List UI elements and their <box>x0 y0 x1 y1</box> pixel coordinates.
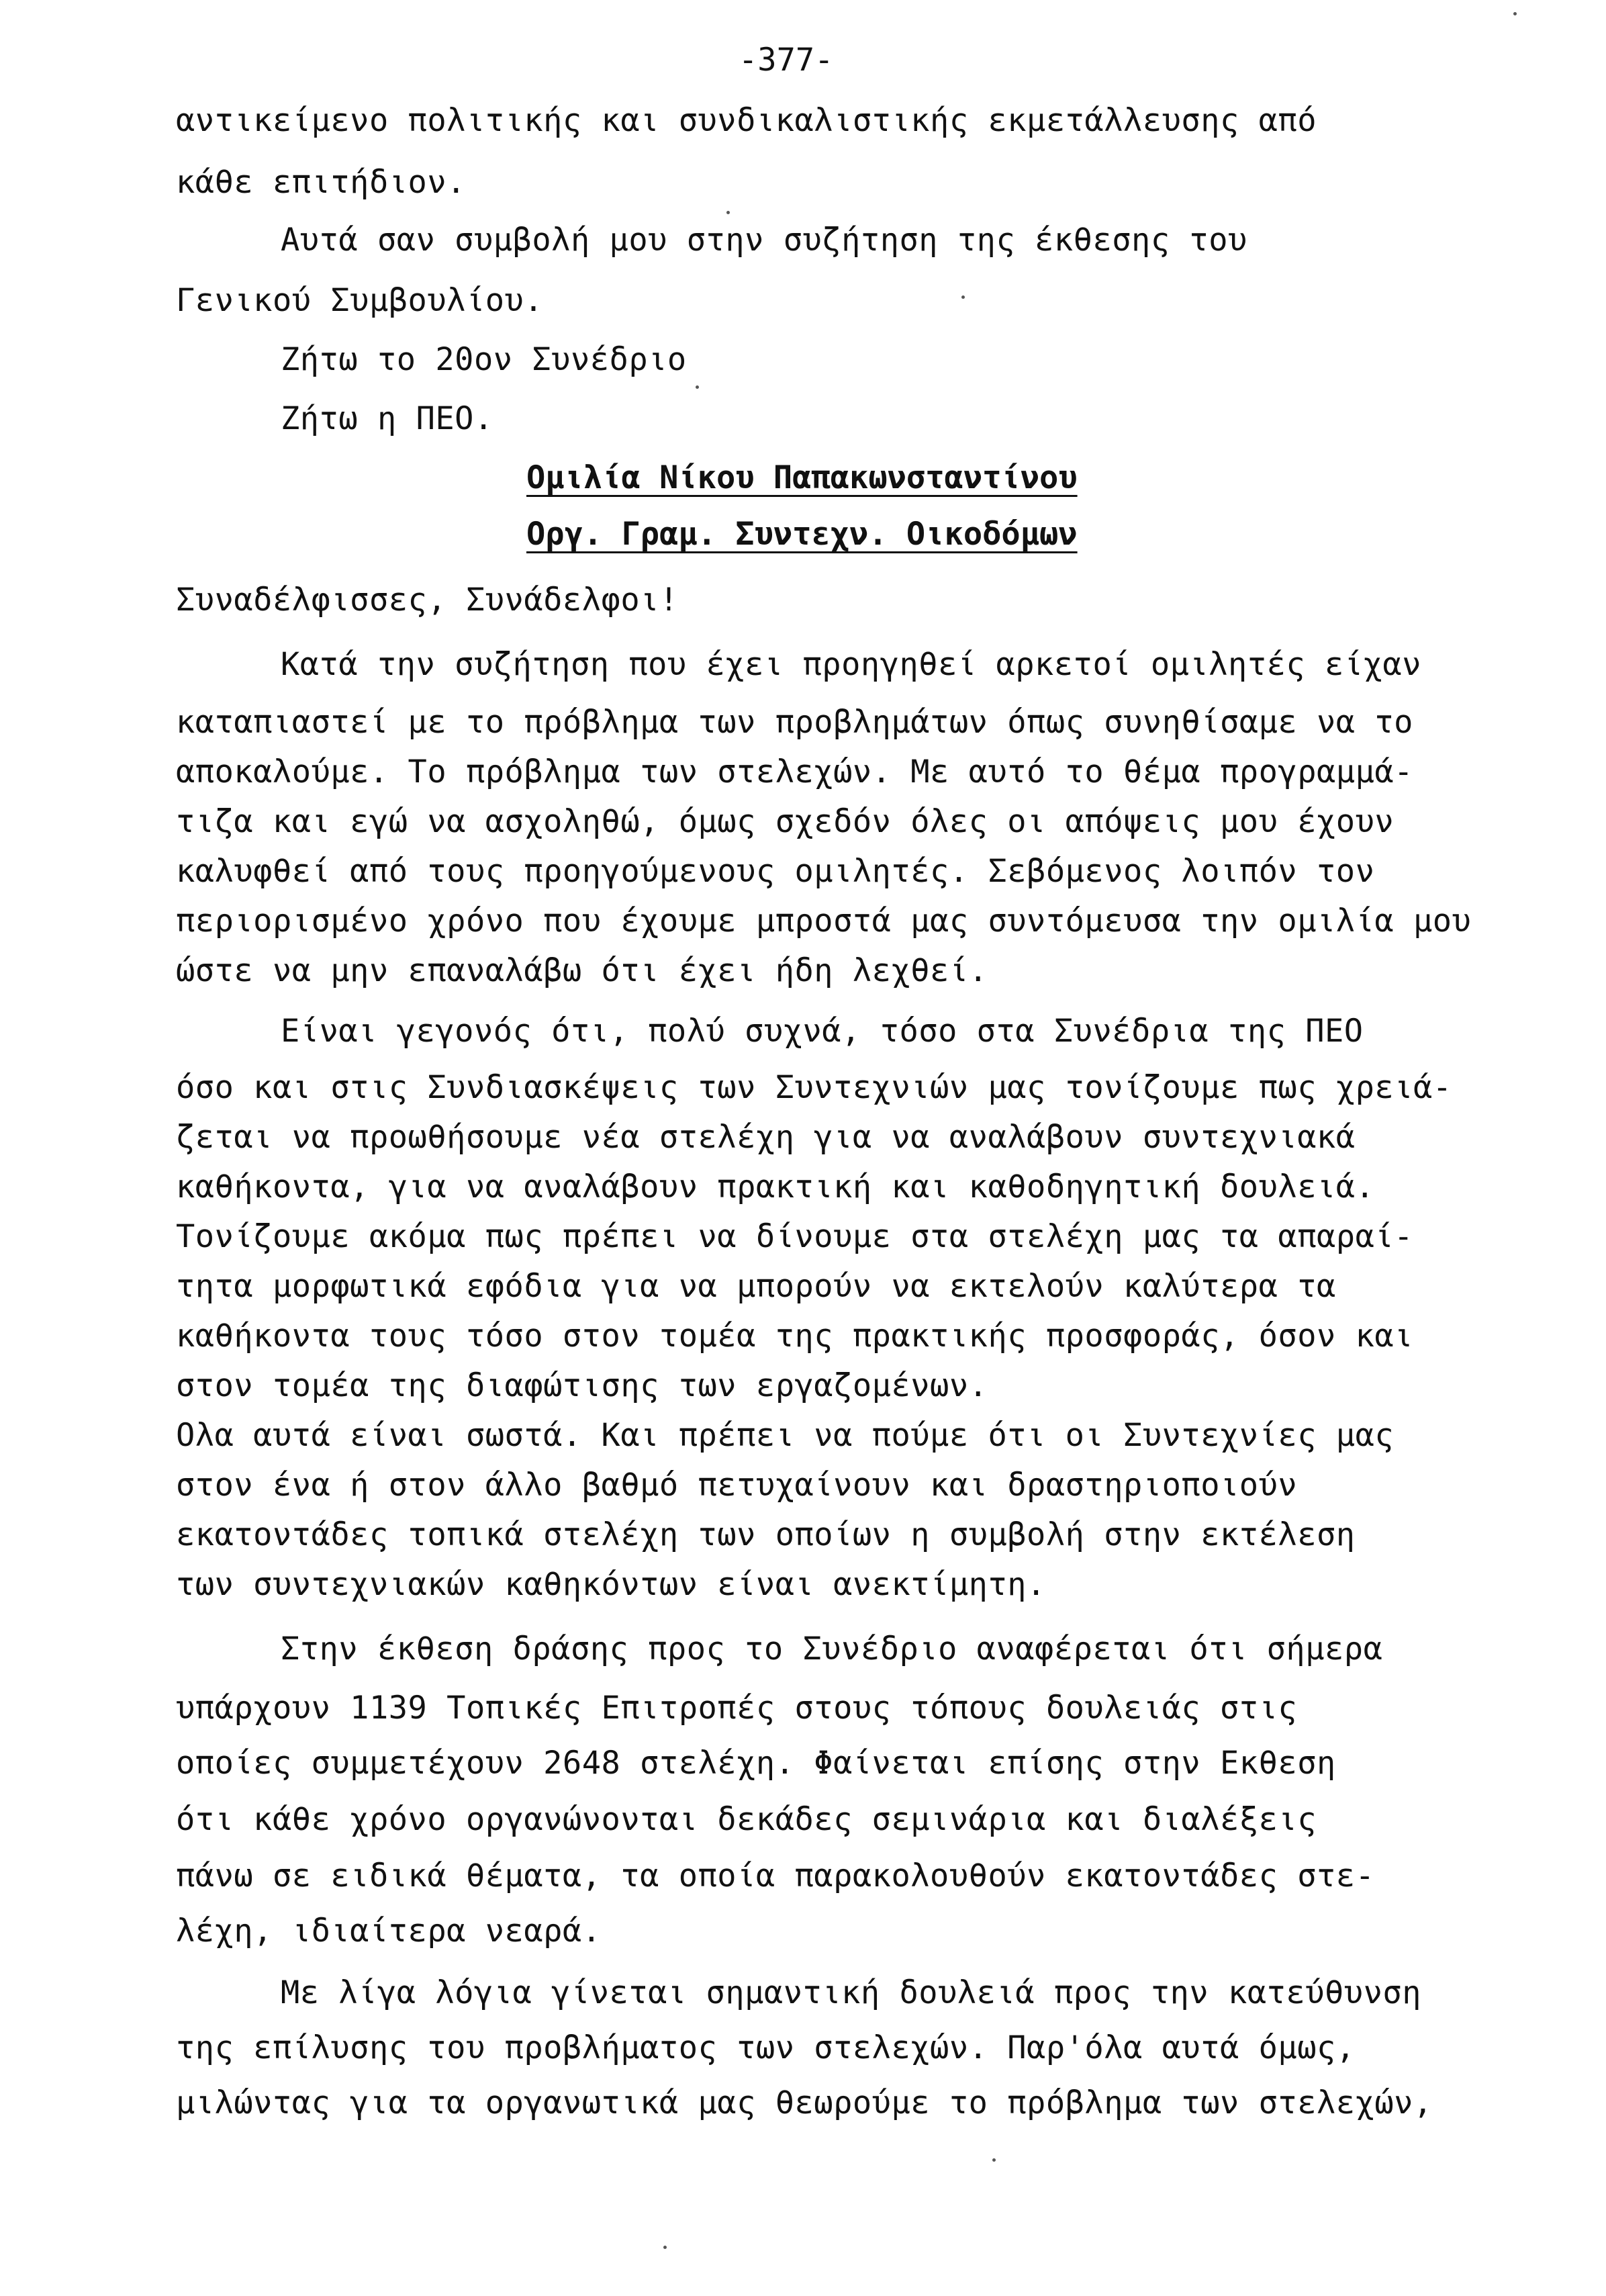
speaker-position: Οργ. Γραμ. Συντεχν. Οικοδόμων <box>526 516 1078 553</box>
text-line: αποκαλούμε. Το πρόβλημα των στελεχών. Με αυτό το θέμα προγραμμά- <box>176 753 1413 790</box>
text-line: μιλώντας για τα οργανωτικά μας θεωρούμε το πρόβλημα των στελεχών, <box>176 2084 1433 2121</box>
text-line: καλυφθεί από τους προηγούμενους ομιλητές. Σεβόμενος λοιπόν τον <box>176 853 1375 890</box>
scan-speck <box>696 385 699 389</box>
text-line: ώστε να μην επαναλάβω ότι έχει ήδη λεχθεί. <box>176 952 988 989</box>
scan-speck <box>1513 12 1517 15</box>
text-line: υπάρχουν 1139 Τοπικές Επιτροπές στους τόπους δουλειάς στις <box>176 1690 1298 1727</box>
salutation: Συναδέλφισσες, Συνάδελφοι! <box>176 582 679 618</box>
text-line: Γενικού Συμβουλίου. <box>176 282 544 319</box>
text-line: Είναι γεγονός ότι, πολύ συχνά, τόσο στα Συνέδρια της ΠΕΟ <box>281 1013 1364 1050</box>
text-line: στον ένα ή στον άλλο βαθμό πετυχαίνουν και δραστηριοποιούν <box>176 1467 1298 1504</box>
text-line: καταπιαστεί με το πρόβλημα των προβλημάτων όπως συνηθίσαμε να το <box>176 704 1413 741</box>
text-line: Τονίζουμε ακόμα πως πρέπει να δίνουμε στα στελέχη μας τα απαραί- <box>176 1218 1413 1255</box>
text-line: κάθε επιτήδιον. <box>176 164 466 201</box>
text-line: ότι κάθε χρόνο οργανώνονται δεκάδες σεμινάρια και διαλέξεις <box>176 1801 1317 1838</box>
text-line: Με λίγα λόγια γίνεται σημαντική δουλειά προς την κατεύθυνση <box>281 1974 1421 2011</box>
page-number: -377- <box>739 42 834 79</box>
text-line: εκατοντάδες τοπικά στελέχη των οποίων η συμβολή στην εκτέλεση <box>176 1516 1356 1553</box>
text-line: καθήκοντα, για να αναλάβουν πρακτική και καθοδηγητική δουλειά. <box>176 1168 1375 1205</box>
scan-speck <box>726 211 730 214</box>
text-line: ζεται να προωθήσουμε νέα στελέχη για να αναλάβουν συντεχνιακά <box>176 1119 1356 1156</box>
text-line: τητα μορφωτικά εφόδια για να μπορούν να εκτελούν καλύτερα τα <box>176 1268 1336 1305</box>
scan-speck <box>992 2158 996 2162</box>
text-line: Στην έκθεση δράσης προς το Συνέδριο αναφέρεται ότι σήμερα <box>281 1631 1383 1667</box>
text-line: Ολα αυτά είναι σωστά. Και πρέπει να πούμε ότι οι Συντεχνίες μας <box>176 1417 1395 1454</box>
text-line: οποίες συμμετέχουν 2648 στελέχη. Φαίνεται επίσης στην Εκθεση <box>176 1745 1336 1782</box>
text-line: Αυτά σαν συμβολή μου στην συζήτηση της έκθεσης του <box>281 222 1247 259</box>
text-line: αντικείμενο πολιτικής και συνδικαλιστικής εκμετάλλευσης από <box>176 102 1317 139</box>
text-line: πάνω σε ειδικά θέματα, τα οποία παρακολουθούν εκατοντάδες στε- <box>176 1857 1375 1894</box>
text-line: της επίλυσης του προβλήματος των στελεχών. Παρ'όλα αυτά όμως, <box>176 2029 1356 2066</box>
text-line: τιζα και εγώ να ασχοληθώ, όμως σχεδόν όλες οι απόψεις μου έχουν <box>176 803 1395 840</box>
text-line: περιορισμένο χρόνο που έχουμε μπροστά μας συντόμευσα την ομιλία μου <box>176 903 1472 939</box>
text-line: Ζήτω η ΠΕΟ. <box>281 400 493 437</box>
text-line: όσο και στις Συνδιασκέψεις των Συντεχνιών μας τονίζουμε πως χρειά- <box>176 1069 1452 1106</box>
text-line: καθήκοντα τους τόσο στον τομέα της πρακτικής προσφοράς, όσον και <box>176 1318 1413 1354</box>
text-line: λέχη, ιδιαίτερα νεαρά. <box>176 1913 602 1949</box>
text-line: Κατά την συζήτηση που έχει προηγηθεί αρκετοί ομιλητές είχαν <box>281 646 1421 683</box>
scan-speck <box>663 2246 667 2249</box>
text-line: στον τομέα της διαφώτισης των εργαζομένων. <box>176 1367 988 1404</box>
text-line: των συντεχνιακών καθηκόντων είναι ανεκτίμητη. <box>176 1566 1046 1603</box>
text-line: Ζήτω το 20ον Συνέδριο <box>281 341 687 378</box>
speech-title: Ομιλία Νίκου Παπακωνσταντίνου <box>526 459 1078 496</box>
scan-speck <box>961 295 965 299</box>
